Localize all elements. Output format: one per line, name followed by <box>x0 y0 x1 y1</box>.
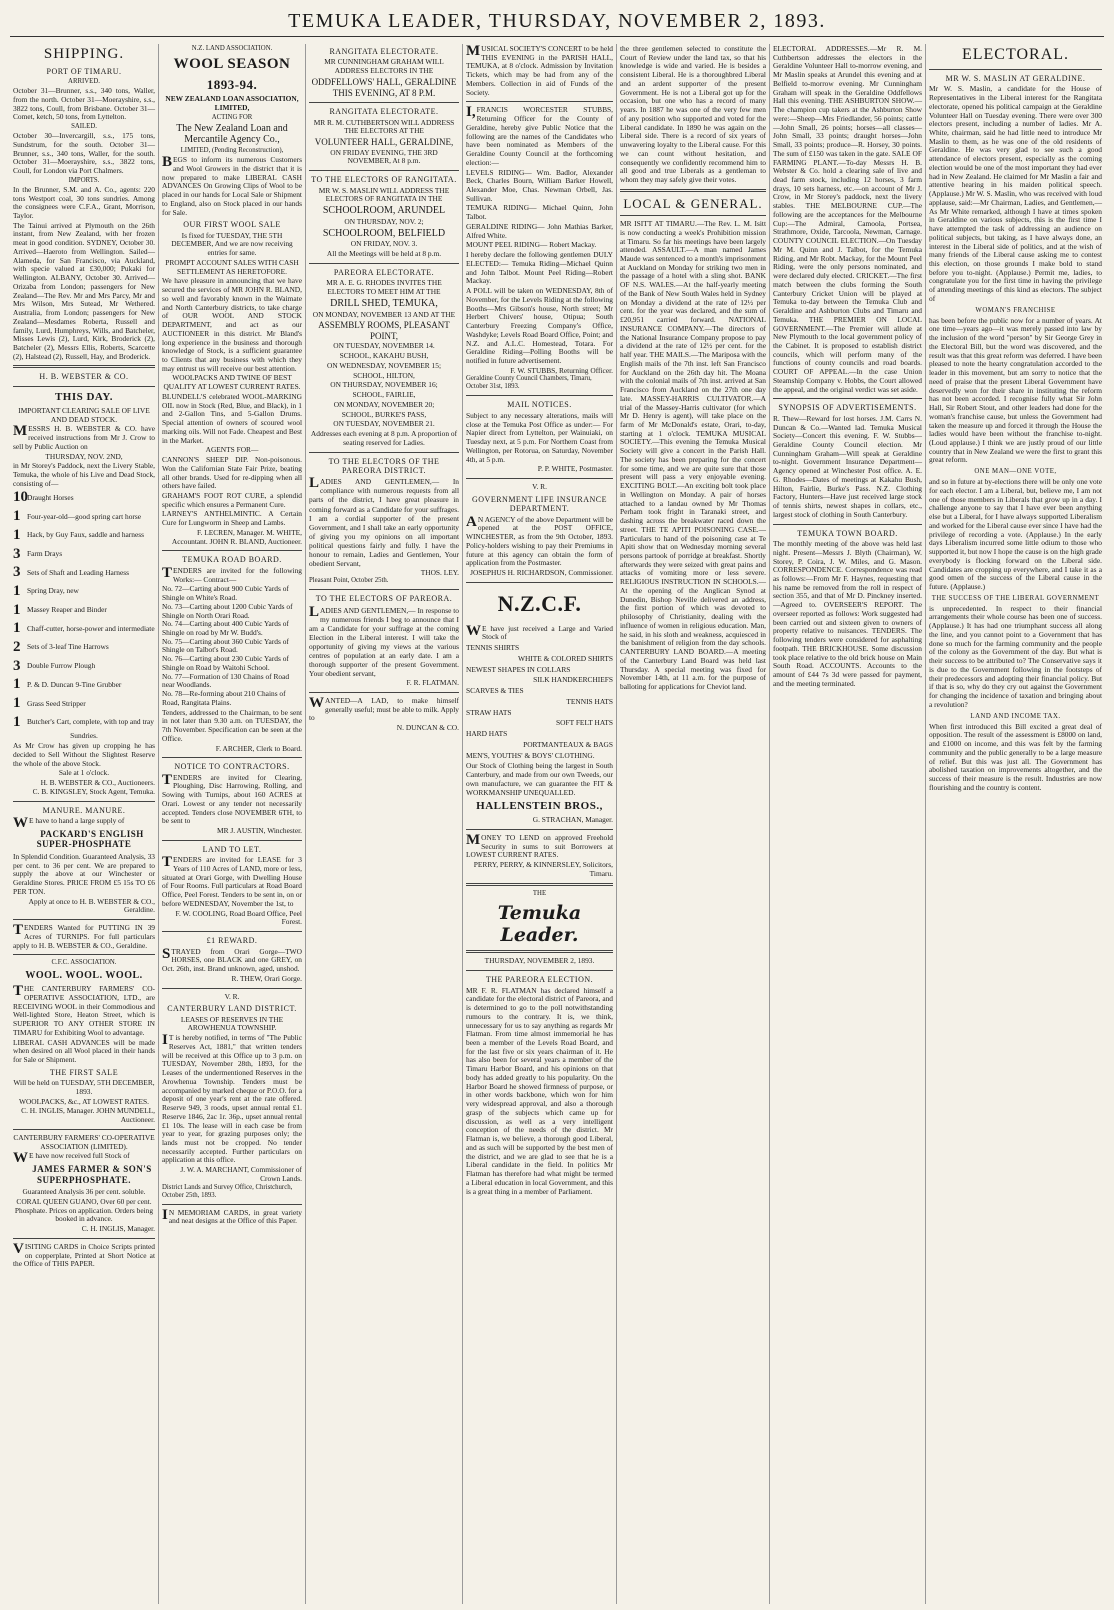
sale-time: Sale at 1 o'clock. <box>58 768 110 778</box>
town-board-heading: TEMUKA TOWN BOARD. <box>797 528 898 538</box>
contractors-text: TENDERS are invited for Clearing, Ploughing, Disc Harrowing, Rolling, and Sowing with Turnips, about 160 ACRES at Orari. Lowest or any tender not necessarily accepted. Tenders close NOVEMBER 6TH, to be sent to <box>162 771 302 826</box>
arundel-date: ON THURSDAY, NOV. 2; <box>344 216 424 226</box>
this-day-heading: THIS DAY. <box>54 390 114 403</box>
cfc2-heading: CANTERBURY FARMERS' CO-OPERATIVE ASSOCIATION (LIMITED). <box>13 1132 155 1151</box>
stock-description: Double Furrow Plough <box>27 661 96 671</box>
wool-season-heading: WOOL SEASON <box>173 56 291 73</box>
meeting-item: SCHOOL, KAKAHU BUSH, <box>339 351 429 361</box>
duncan-signature: N. DUNCAN & CO. <box>396 723 459 733</box>
electoral-heading: ELECTORAL. <box>961 46 1070 63</box>
stock-quantity: 1 <box>13 601 21 618</box>
to-pareora-2: TO THE ELECTORS OF PAREORA. <box>315 594 453 604</box>
synopsis-heading: SYNOPSIS OF ADVERTISEMENTS. <box>778 403 917 413</box>
land-district-heading: CANTERBURY LAND DISTRICT. <box>167 1004 297 1014</box>
thew-signature: R. THEW, Orari Gorge. <box>231 973 302 983</box>
contract-item: No. 77—Formation of 130 Chains of Road near Woodlands. <box>162 671 290 690</box>
arrived-heading: ARRIVED. <box>68 78 100 86</box>
divider <box>309 102 459 103</box>
divider <box>466 101 613 102</box>
stock-item <box>13 714 155 732</box>
meeting-item: ON WEDNESDAY, NOVEMBER 15; <box>326 360 441 370</box>
divider <box>466 478 613 479</box>
masthead-rule <box>10 36 1104 37</box>
divider <box>13 386 155 387</box>
divider <box>309 452 459 453</box>
maslin-note: All the Meetings will be held at 8 p.m. <box>326 249 442 259</box>
perry-signature: PERRY, PERRY, & KINNERSLEY, Solicitors, Timaru. <box>473 860 613 878</box>
stock-item <box>13 546 155 564</box>
stock-item <box>13 658 155 676</box>
wool-heading: WOOL. WOOL. WOOL. <box>25 970 143 982</box>
meeting-item: ON TUESDAY, NOVEMBER 14. <box>333 341 435 351</box>
column-electoral <box>925 44 1105 1604</box>
vr-mark: V. R. <box>532 482 547 492</box>
coral-guano: CORAL QUEEN GUANO, Over 60 per cent. Phosphate. Prices on application. Orders being booked in advance. <box>14 1196 154 1224</box>
declare-text: I hereby declare the following gentlemen DULY ELECTED:— Temuka Riding—Michael Quinn and John Talbot. Mount Peel Riding—Robert Mackay. <box>466 250 613 286</box>
lecren-signature: F. LECREN, Manager. M. WHITE, Accountant. JOHN R. BLAND, Auctioneer. <box>171 527 302 546</box>
stubbs-place: Geraldine County Council Chambers, Timaru, October 31st, 1893. <box>466 375 592 391</box>
stock-quantity: 1 <box>13 713 21 730</box>
first-wool-sale: OUR FIRST WOOL SALE <box>183 220 281 230</box>
divider <box>13 919 155 920</box>
cuthbertson-date: ON FRIDAY EVENING, THE 3RD NOVEMBER, At 8 p.m. <box>330 147 438 166</box>
graham-hall: ODDFELLOWS' HALL, GERALDINE THIS EVENING, AT 8 P.M. <box>311 76 457 98</box>
company-name: NEW ZEALAND LOAN ASSOCIATION, LIMITED, <box>165 94 299 112</box>
limited-note: LIMITED, (Pending Reconstruction), <box>180 147 284 155</box>
stock-quantity: 2 <box>13 638 21 655</box>
pleasure-text: We have pleasure in announcing that we have secured the services of MR JOHN R. BLAND, so well and favorably known in the Waimate and North Canterbury districts, to take charge of OUR WOOL AND STOCK DEPARTMENT, and act as our AUCTIONEER in this district. Mr Bland's long experience in the business and thorough knowledge of Stock, is a sufficient guarantee to Clients that any business with which they may entrust us will receive our best attention. <box>162 276 302 373</box>
divider <box>466 829 613 830</box>
divider <box>162 840 302 841</box>
life-insurance-heading: GOVERNMENT LIFE INSURANCE DEPARTMENT. <box>471 494 608 514</box>
divider <box>162 550 302 551</box>
stock-quantity: 3 <box>13 545 21 562</box>
stock-item <box>13 620 155 638</box>
woolpacks-twine: WOOLPACKS AND TWINE OF BEST QUALITY AT LOWEST CURRENT RATES. <box>163 373 301 392</box>
prompt-account: PROMPT ACCOUNT SALES WITH CASH SETTLEMENT AS HERETOFORE. <box>165 257 299 276</box>
nzcf-item: PORTMANTEAUX & BAGS <box>523 739 613 749</box>
divider <box>466 950 613 953</box>
belfield-venue: SCHOOLROOM, BELFIELD <box>322 227 446 239</box>
contractors-heading: NOTICE TO CONTRACTORS. <box>174 762 290 772</box>
divider <box>13 365 155 368</box>
vr-mark: V. R. <box>224 991 240 1001</box>
reward-heading: £1 REWARD. <box>206 936 258 946</box>
assoc-heading: N.Z. LAND ASSOCIATION. <box>191 45 273 52</box>
stock-quantity: 1 <box>13 526 21 543</box>
marchant-signature: J. W. A. MARCHANT, Commissioner of Crown Lands. <box>180 1165 302 1183</box>
belfield-date: ON FRIDAY, NOV. 3. <box>350 239 418 249</box>
divider <box>13 954 155 955</box>
column-shipping <box>10 44 158 1604</box>
auctioneers: H. B. WEBSTER & CO., Auctioneers. <box>40 778 155 788</box>
agent-heading: H. B. WEBSTER & CO. <box>39 372 129 382</box>
stock-description: Draught Horses <box>27 492 74 502</box>
imports-heading: IMPORTS. <box>68 176 100 184</box>
geraldine-riding: GERALDINE RIDING— John Mathias Barker, Alfred White. <box>466 221 613 240</box>
nzcf-item: SILK HANDKERCHIEFS <box>533 675 613 685</box>
editorial-continued: the three gentlemen selected to constitute the Court of Review under the land tax, so that his knowledge is wide and varied. He is besides a consistent Liberal. He is a thoroughbred Liberal and an ardent supporter of the present Government. He is not a Liberal got up for the occasion, but one who has a record of many years. In 1887 he was one of the very few men of any position who supported and voted for the Liberal candidate. In 1890 he was again on the Liberal side. There is a record of six years of unwavering loyalty to the Liberal cause. For this we can count without hesitation, and consequently we confidently recommend him to all good and true Liberals as a gentleman to whom they may safely give their votes. <box>620 44 766 185</box>
sailed-heading: SAILED. <box>71 123 97 131</box>
stock-quantity: 1 <box>13 582 21 599</box>
divider <box>13 1238 155 1239</box>
sundries: Sundries. <box>70 731 98 741</box>
stock-item <box>13 564 155 582</box>
stock-description: Chaff-cutter, horse-power and intermediate <box>27 623 155 633</box>
meeting-item: SCHOOL, FAIRLIE, <box>352 390 416 400</box>
money-to-lend-ad: MONEY TO LEND on approved Freehold Security in sums to suit Borrowers at LOWEST CURRENT RATES. <box>466 831 613 860</box>
nzcf-note: Our Stock of Clothing being the largest in South Canterbury, and made from our own Tweeds, our own manufacture, we can guarantee the FIT & WORKMANSHIP UNEQUALLED. <box>466 761 613 797</box>
farmer-product: JAMES FARMER & SON'S SUPERPHOSPHATE. <box>32 1164 152 1185</box>
divider <box>13 801 155 802</box>
visiting-cards-ad: VISITING CARDS in Choice Scripts printed on copperplate, Printed at Short Notice at the Office of THIS PAPER. <box>13 1240 155 1269</box>
contracts-list <box>162 585 302 707</box>
drill-shed-venue: DRILL SHED, TEMUKA, <box>330 297 438 309</box>
stock-item <box>13 527 155 545</box>
column-local-general <box>616 44 769 1604</box>
divider <box>162 1204 302 1205</box>
stock-item <box>13 602 155 620</box>
archer-signature: F. ARCHER, Clerk to Board. <box>215 743 302 753</box>
hallenstein-name: HALLENSTEIN BROS., <box>476 800 603 813</box>
stock-description: Farm Drays <box>27 549 63 559</box>
arrived-list: October 31—Brunner, s.s., 340 tons, Waller, from the north. October 31—Moerayshire, s.s., 3822 tons, Coull, from Brisbane. October 31—Comet, ketch, 50 tons, from Lyttelton. <box>13 86 155 122</box>
stock-item <box>13 639 155 657</box>
farmer-intro: WE have now received full Stock of <box>13 1150 130 1167</box>
sale-place: in Mr Storey's Paddock, next the Livery Stable, Temuka, the whole of his Live and Dead Stock, consisting of— <box>13 461 155 488</box>
synopsis-text: R. Thew—Reward for lost horses. J.M. Carrs N. Duncan & Co.—Wanted lad. Temuka Musical Society—Concert this evening. F. W. Stubbs—Geraldine County Council election. Mr Cunningham Graham—Will speak at Geraldine to-night. Government Insurance Department—Agency opened at Winchester Post office. A. E. G. Rhodes—Dates of meetings at Kakahu Bush, Hilton, Fairlie, Burke's Pass. N.Z. Clothing Factory, Hunters—Have just received large stock of tennis shirts, newest shapes in collars, etc., largest stock of clothing in South Canterbury. <box>773 413 922 519</box>
meeting-item: ON THURSDAY, NOVEMBER 16; <box>330 380 438 390</box>
manure-heading: MANURE. MANURE. <box>42 805 126 815</box>
white-signature: P. P. WHITE, Postmaster. <box>537 464 613 474</box>
strachan-signature: G. STRACHAN, Manager. <box>532 815 613 825</box>
reward-text: STRAYED from Orari Gorge—TWO HORSES, one BLACK and one GREY, on Oct. 26th, inst. Brand unknown, aged, unshod. <box>162 945 302 974</box>
pareora-heading: PAREORA ELECTORATE. <box>333 267 435 277</box>
stock-item <box>13 508 155 526</box>
nzcf-items-list <box>466 644 613 760</box>
begs-text: BEGS to inform its numerous Customers and Wool Growers in the district that it is now prepared to make LIBERAL CASH ADVANCES On Growing Clips of Wool to be placed in our hands for Local Sale or Shipment to England, also on Stock placed in our hands for Sale. <box>162 154 302 217</box>
wool-advances: LIBERAL CASH ADVANCES will be made when desired on all Wool placed in their hands for Sale or Shipment. <box>13 1037 155 1064</box>
imports-text: In the Brunner, S.M. and A. Co., agents: 220 tons Westport coal, 30 tons sundries. Among the consignees were C.F.A., Grant, Morrison, Taylor. <box>13 184 155 220</box>
road-board-heading: TEMUKA ROAD BOARD. <box>182 555 282 565</box>
rangitata-heading: RANGITATA ELECTORATE. <box>329 47 439 56</box>
sale-intro: MESSRS H. B. WEBSTER & CO. have received instructions from Mr J. Crow to sell by Public Auction on <box>13 423 155 451</box>
nzl-agency: The New Zealand Loan and Mercantile Agency Co., <box>176 122 288 146</box>
column-land-association <box>158 44 305 1604</box>
stock-description: Spring Dray, new <box>27 586 79 596</box>
meeting-item: ON TUESDAY, NOVEMBER 21. <box>333 419 435 429</box>
road-board-note: Tenders, addressed to the Chairman, to be sent in not later than 9.30 a.m. on TUESDAY, the 7th November. Specification can be seen at the Office. <box>162 707 302 743</box>
land-tax-heading: LAND AND INCOME TAX. <box>970 712 1061 720</box>
divider <box>309 692 459 693</box>
first-sale-text: Will be held on TUESDAY, 5TH DECEMBER, 1893. <box>13 1078 155 1096</box>
ley-signature: THOS. LEY. <box>420 567 459 577</box>
arundel-venue: SCHOOLROOM, ARUNDEL <box>322 205 446 217</box>
farmer-text: Guaranteed Analysis 36 per cent. soluble. <box>22 1187 146 1197</box>
first-sale-heading: THE FIRST SALE <box>49 1067 119 1077</box>
meetings-list <box>309 342 459 429</box>
contract-item: No. 75—Carting about 360 Cubic Yards of Shingle on Talbot's Road. <box>162 636 289 655</box>
divider <box>773 524 922 525</box>
divider <box>309 263 459 264</box>
life-insurance-text: AN AGENCY of the above Department will be opened at the POST OFFICE, WINCHESTER, as from the 9th October, 1893. Policy-holders wishing to pay their Premiums in future at this agency can obtain the form of application from the Postmaster. <box>466 513 613 568</box>
manure-intro: WE have to hand a large supply of <box>13 815 125 831</box>
pareora-election-text: MR F. R. FLATMAN has declared himself a candidate for the electoral district of Pareora, and is determined to go to the poll notwithstanding rumours to the contrary. It is, we think, unnecessary for us to say anything as regards Mr Flatman. From time almost immemorial he has been a member of the Levels Road Board, and for the last five or six years chairman of it. He has also been for several years a member of the Timaru Harbor Board, and his opinions on that body has added greatly to his popularity. On the Harbor Board he showed firmness of purpose, or in other words backbone, which won for him very widespread approval, and also a thorough grasp of the subjects which came up for discussion, as well as a very intelligent conception of the needs of the district. Mr Flatman is, we believe, a thorough good Liberal, and as such will be supported by the best men of the district, and we are glad to see that he is a Liberal candidate in the field. In politics Mr Flatman has therefore had what might be termed a Liberal education in local Government, and this is a great thing in a member of Parliament. <box>466 985 613 1196</box>
divider <box>620 215 766 216</box>
divider <box>929 69 1102 70</box>
larney-anthelmintic: LARNEY'S ANTHELMINTIC. A Certain Cure for Lungworm in Sheep and Lambs. <box>162 509 302 528</box>
flatman-signature: F. R. FLATMAN. <box>406 678 459 688</box>
nzcf-item: HARD HATS <box>466 729 508 739</box>
stock-description: Sets of Shaft and Leading Harness <box>27 567 130 577</box>
nzcf-heading: N.Z.C.F. <box>497 590 582 616</box>
stubbs-notice: I,FRANCIS WORCESTER STUBBS, Returning Officer for the County of Geraldine, hereby give Public Notice that the following are the names of the Candidates who have been nominated as Members of the Geraldine County Council at the forthcoming election:— <box>466 104 613 167</box>
nzcf-item: STRAW HATS <box>466 707 512 717</box>
graham-foot-rot: GRAHAM'S FOOT ROT CURE, a splendid specific which ensures a Permanent Cure. <box>162 491 302 509</box>
stock-quantity: 1 <box>13 620 21 637</box>
masthead <box>0 0 1114 40</box>
stock-quantity: 1 <box>13 508 21 525</box>
divider <box>773 398 922 399</box>
news-text: ELECTORAL ADDRESSES.—Mr R. M. Cuthbertson addresses the electors in the Geraldine Volunteer Hall to-morrow evening, and Mr Maslin speaks at Arundel this evening and at Belfield to-morrow evening. Mr Cunningham Graham will speak in the Geraldine Oddfellows Hall this evening. THE ASHBURTON SHOW.—The champion cup takers at the Ashburton Show were:—Sheep—Mrs Friedlander, 56 points; cattle—John Small, 26 points; horses—all classes—John Small, 33 points; draught horses—John Small, 33 points; produce—R. Horsey, 30 points. The sum of £150 was taken in the gate. SALE OF FARMING PLANT.—To-day Messrs H. B. Webster & Co. hold a clearing sale of live and dead farm stock, including 12 horses, 3 farm drays, 10 sets harness, etc.—on account of Mr J. Crow, in Mr Storey's paddock, next the livery stables. THE MELBOURNE CUP.—The following are the acceptances for the Melbourne Cup:—The Admiral, Camoola, Portsea, Strathmore, Oxide, Tarcoola, Newman, Carnage. COUNTY COUNCIL ELECTION.—On Tuesday Mr M. Quinn and J. Talbot, for the Temuka Riding, and Mr Robt. Mackay, for the Mount Peel Riding, were the only persons nominated, and were declared duly elected. CRICKET.—The first match between the clubs forming the South Canterbury Cricket Union will be played at Temuka to-day between the Temuka Club and Geraldine and Ashburton Clubs and Timaru and Temuka. THE PREMIER ON LOCAL GOVERNMENT.—The Premier will allude at New Plymouth to the local government policy of the Cabinet. It is proposed to establish district councils, which will perform many of the functions of county councils and road boards. COURT OF APPEAL.—In the case Union Steamship Company v. Hobbs, the Court allowed the appeal, and the original verdict was set aside. <box>773 44 922 394</box>
blundell-text: BLUNDELL'S celebrated WOOL-MARKING OIL now in Stock (Red, Blue, and Black), in 1 and 2-Gallon Tins, and 5-Gallon Drums. Special attention of owners of scoured wool marking oils. Will not Fade. Cheapest and Best in the Market. <box>162 391 302 445</box>
issue-date: THURSDAY, NOVEMBER 2, 1893. <box>484 956 595 966</box>
stock-list <box>13 489 155 731</box>
contract-item: No. 72—Carting about 900 Cubic Yards of Shingle on White's Road. <box>162 584 289 603</box>
meeting-item: SCHOOL, HILTON, <box>353 370 415 380</box>
stock-agent: C. B. KINGSLEY, Stock Agent, Temuka. <box>32 786 155 796</box>
mail-notices-heading: MAIL NOTICES. <box>507 400 572 410</box>
divider <box>162 931 302 932</box>
leases-text: IT is hereby notified, in terms of "The Public Reserves Act, 1881," that written tenders will be received at this Office up to 3 p.m. on TUESDAY, November 28th, 1893, for the Leases of the undermentioned Reserves in the Arowhenua Township. Tenders must be accompanied by marked cheque or P.O.O. for a deposit of one year's rent at the rate offered. Reserve 949, 3 roods, upset annual rental £1. Reserve 1846, 2ac 1r. 36p., upset annual rental £1 10s. The lease will in each case be from year to year, for grazing purposes only; the lands must not be cropped. No tender necessarily accepted. Further particulars on application at this office. <box>162 1032 302 1165</box>
mail-notices-text: Subject to any necessary alterations, mails will close at the Temuka Post Office as under:— For Napier direct from Lyttelton, per Wainuiaki, on Tuesday next, at 5 p.m. For Northern Coast from Wellington, per Rotorua, on Saturday, November 4th, at 5 p.m. <box>466 410 613 464</box>
nzcf-item: SOFT FELT HATS <box>556 718 613 728</box>
success-heading: THE SUCCESS OF THE LIBERAL GOVERNMENT <box>931 594 1100 602</box>
pareora-election-heading: THE PAREORA ELECTION. <box>485 975 594 985</box>
rhodes-notice: MR A. E. G. RHODES INVITES THE ELECTORS TO MEET HIM AT THE <box>326 278 442 296</box>
stock-description: Hack, by Guy Faux, saddle and harness <box>27 530 144 540</box>
cfc-heading: C.F.C. ASSOCIATION. <box>51 959 117 967</box>
paper-nameplate: Temuka Leader. <box>497 901 582 947</box>
local-general-text: MR ISITT AT TIMARU.—The Rev. L. M. Isitt is now conducting a week's Prohibition mission at Timaru. So far his meetings have been largely attended. ASSAULT.—A man named James Maude was sentenced to a month's imprisonment at Auckland on Monday for striking two men in the passage of a hotel with a sling shot. BANK OF N.S. WALES.—At the half-yearly meeting of the Bank of New South Wales held in Sydney on Monday a dividend at the rate of 12½ per cent. for the year was declared, and the sum of £20,951 carried forward. NATIONAL INSURANCE COMPANY.—The directors of the National Insurance Company propose to pay a dividend at the rate of 12½ per cent. for the half year. THE MAILS.—The Mariposa with the English mails of the 7th inst. left San Francisco for Auckland on the 26th day hit. The Moana with the colonial mails of 7th inst. arrived at San Francisco from Auckland on the 27th one day late. MASSEY-HARRIS CULTIVATOR.—A trial of the Massey-Harris cultivator (for which Mr D. Henry is agent), will take place on the farm of Mr McDonald's estate, Orari, to-day, starting at 1 o'clock. TEMUKA MUSICAL SOCIETY.—This evening the Temuka Musical Society will give a concert in the Parish Hall. The society has been preparing for the concert for some time, and we are quite sure that those present will pass a very enjoyable evening. EXCITING BOLT.—An exciting bolt took place in Wellington on Monday. A pair of horses attached to a landau owned by Mr Thomas Perham took fright in Taranaki street, and dashing across the breakwater raced down the street. THE TE APITI POISONING CASE.—Particulars to hand of the poisoning case at Te Apiti show that on Wednesday morning several persons partook of porridge at breakfast. Shortly afterwards they were seized with great pains and attacks of vomiting more or less severe. RELIGIOUS INSTRUCTION IN SCHOOLS.—At the opening of the Anglican Synod at Dunedin, Bishop Neville delivered an address, the first portion of which was devoted to philosophy of Christianity, dealing with the influence of women in religious education. Man, he said, in his sloth and weakness, acquiesced in the banishment of religion from the day schools. CANTERBURY LAND BOARD.—A meeting of the Canterbury Land Board was held last Thursday. A special meeting was fixed for November 14th, at 11 a.m. for the purpose of balloting for applications for Cheviot land. <box>620 219 766 691</box>
nzcf-intro: WE have just received a Large and Varied Stock of <box>466 622 613 642</box>
drill-shed-date: ON MONDAY, NOVEMBER 13 AND AT THE <box>312 309 456 319</box>
town-board-text: The monthly meeting of the above was held last night. Present—Messrs J. Blyth (Chairman), W. Storey, P. Coira, J. W. Miles, and G. Mason. CORRESPONDENCE. Correspondence was read as follows:—From Mr F. Haynes, requesting that his name be removed from the roll in respect of section 355, and that of Mr D. Pinckney inserted.—Agreed to. OVERSEER'S REPORT. The overseer reported as follows: Work suggested had been carried out and sixteen given to owners of property relative to nuisances. TENDERS. The following tenders were considered for asphalting footpath. THE BRICKHOUSE. Some discussion took place relative to the old brick house on Main South Road. ACCOUNTS. Accounts to the amount of £44 7s 3d were passed for payment, and the meeting terminated. <box>773 539 922 688</box>
divider <box>309 589 459 590</box>
stock-quantity: 3 <box>13 657 21 674</box>
meeting-item: ON MONDAY, NOVEMBER 20; <box>333 399 435 409</box>
nzcf-item: SCARVES & TIES <box>466 686 524 696</box>
first-wool-sale-text: Is fixed for TUESDAY, THE 5TH DECEMBER, And we are now receiving entries for same. <box>171 230 293 258</box>
stock-description: P. & D. Duncan 9-Tine Grubber <box>27 679 122 689</box>
nzcf-item: NEWEST SHAPES IN COLLARS <box>466 664 571 674</box>
stock-quantity: 10 <box>13 489 28 506</box>
column-notices <box>462 44 616 1604</box>
sale-date: THURSDAY, NOV. 2ND, <box>45 451 123 461</box>
one-man-one-vote-heading: ONE MAN—ONE VOTE, <box>974 468 1057 476</box>
land-to-let-heading: LAND TO LET. <box>202 844 262 854</box>
divider <box>466 970 613 971</box>
stock-description: Sets of 3-leaf Tine Harrows <box>27 642 109 652</box>
column-electorates <box>305 44 462 1604</box>
sailed-list: October 30—Invercargill, s.s., 175 tons, Sundstrum, for the south. October 31—Brunner, s.s., 340 tons, Waller, for the south. October 31—Moerayshire, s.s., 3822 tons, Coull, for London via Port Chalmers. <box>13 131 155 176</box>
sale-note: As Mr Crow has given up cropping he has decided to Sell Without the Slightest Reserve the whole of the above Stock. <box>13 741 155 768</box>
maslin-notice: MR W. S. MASLIN WILL ADDRESS THE ELECTORS OF RANGITATA IN THE <box>318 185 450 204</box>
to-rangitata: TO THE ELECTORS OF RANGITATA. <box>311 175 457 185</box>
austin-signature: MR J. AUSTIN, Winchester. <box>217 826 302 836</box>
rangitata-heading-2: RANGITATA ELECTORATE. <box>329 107 439 117</box>
stock-item <box>13 695 155 713</box>
contract-item: No. 78—Re-forming about 210 Chains of Road, Rangitata Plains. <box>162 689 286 707</box>
cuthbertson-notice: MR R. M. CUTHBERTSON WILL ADDRESS THE ELECTORS AT THE <box>313 117 455 136</box>
electoral-text-5: When first introduced this Bill excited a great deal of opposition. The result of the assessment is £8000 on land, and £1000 on income, and this was felt by the farming community and the public generally to be a large measure of relief. But this was just all. The Government has abolished taxation on improvements altogether, and the success of their measure is the result. Industries are now flourishing and the country is content. <box>929 721 1102 792</box>
wool-season-year: 1893-94. <box>206 76 258 92</box>
divider <box>466 883 613 886</box>
mount-peel-riding: MOUNT PEEL RIDING— Robert Mackay. <box>466 240 597 250</box>
leases-heading: LEASES OF RESERVES IN THE AROWHENUA TOWNSHIP. <box>180 1014 284 1033</box>
stubbs-signature: F. W. STUBBS, Returning Officer. <box>510 365 613 375</box>
stock-description: Butcher's Cart, complete, with top and tray <box>27 717 154 727</box>
acting-for: ACTING FOR <box>211 113 253 121</box>
divider <box>162 757 302 758</box>
stock-item <box>13 583 155 601</box>
cooling-signature: F. W. COOLING, Road Board Office, Peel Forest. <box>175 908 302 927</box>
cuthbertson-hall: VOLUNTEER HALL, GERALDINE, <box>314 137 454 148</box>
local-general-heading: LOCAL & GENERAL. <box>623 195 763 211</box>
section-heading-shipping: SHIPPING. <box>43 46 125 62</box>
agents-for: AGENTS FOR— <box>205 445 259 455</box>
nzcf-item: WHITE & COLORED SHIRTS <box>517 653 613 663</box>
to-pareora: TO THE ELECTORS OF THE PAREORA DISTRICT. <box>328 456 440 475</box>
divider <box>466 395 613 396</box>
levels-riding: LEVELS RIDING— Wm. Badlor, Alexander Beck, Charles Bourn, William Barker Howell, Alexander Moe, Chas. Newman Orbell, Jas. Sullivan. <box>466 167 613 203</box>
divider <box>620 189 766 192</box>
maslin-subheading: MR W. S. MASLIN AT GERALDINE. <box>945 73 1086 83</box>
inglis-signature-2: C. H. INGLIS, Manager. <box>81 1224 155 1234</box>
poll-text: A POLL will be taken on WEDNESDAY, 8th of November, for the Levels Riding at the following Booths—Mrs Gibson's house, North street; Mr Herbert Chivers' house, Otipua; South Canterbury Freezing Company's Office, Washdyke; Levels Road Board Office, Point; and N.Z. and A.L.C. Homestead, Totara. For Geraldine Riding—Polling Booths will be notified in future advertisement. <box>466 286 613 365</box>
electoral-text-3: and so in future at by-elections there will be only one vote for each elector. I am a Liberal, but, believe me, I am not one of those members in Liberals that grow up in a day. I challenge anyone to say that I have ever been anything else but a Liberal, for I have always supported Liberalism and worked for the Liberal cause ever since I have had the privilege of recording a vote. (Applause.) In the early days Liberalism incurred some little odium to those who supported it, but now I hope the cause is on the high grade everybody is flocking forward on the Liberal side. Candidates are cropping up everywhere, and I take it as a good omen of the success of the Liberal cause in the future. (Applause.) <box>929 477 1102 591</box>
road-board-intro: TENDERS are invited for the following Works:— Contract— <box>162 564 302 584</box>
manure-product: PACKARD'S ENGLISH SUPER-PHOSPHATE <box>36 828 144 850</box>
musical-society-ad: MUSICAL SOCIETY'S CONCERT to be held THIS EVENING in the PARISH HALL, TEMUKA, at 8 o'clock. Admission by Invitation Tickets, which may be had from any of the Members. Collection in aid of Funds of the Society. <box>466 44 613 97</box>
graham-notice: MR CUNNINGHAM GRAHAM WILL ADDRESS ELECTORS IN THE <box>324 57 444 76</box>
marchant-place: District Lands and Survey Office, Christchurch, October 25th, 1893. <box>162 1183 293 1199</box>
ley-place: Pleasant Point, October 25th. <box>309 577 389 585</box>
nzcf-item: TENNIS HATS <box>566 696 613 706</box>
temuka-riding: TEMUKA RIDING— Michael Quinn, John Talbot. <box>466 203 613 222</box>
inglis-signature: C. H. INGLIS, Manager. JOHN MUNDELL, Auctioneer. <box>21 1106 155 1125</box>
electoral-text-1: Mr W. S. Maslin, a candidate for the House of Representatives in the Liberal interest for the Rangitata electorate, opened his political campaign at the Geraldine Volunteer Hall on Tuesday evening. There were over 300 electors present, including a number of ladies. Mr A. White, chairman, said he had little need to introduce Mr Maslin to them, as he was one of the old residents of Geraldine. He was very glad to see such a good attendance of electors present, especially as the coming election would be one of the most important they had ever had in New Zealand. He claimed for Mr Maslin a fair and attentive hearing in his maiden political speech. (Applause.) Mr W. S. Maslin, who was received with loud applause, said:—Mr Chairman, Ladies, and Gentlemen,—As Mr White remarked, although I have at times spoken in Geraldine on various subjects, this is the first time I have attempted the task of addressing an audience on political subjects, but taking, as I have always done, an interest in the Liberal side of politics, and at the wish of many friends of the Liberal cause asking me to contest this election, on those grounds I make bold to stand before you to-night. (Applause.) Permit me, ladies, to congratulate you for the first time in having the privilege of attending meetings of this kind as electors. The subject of <box>929 84 1102 303</box>
divider <box>162 988 302 989</box>
stock-quantity: 1 <box>13 676 21 693</box>
stock-description: Grass Seed Stripper <box>27 698 86 708</box>
electoral-text-4: is unprecedented. In respect to their financial arrangements their whole course has been one of success. (Applause.) It has had one triumphant success all along the line, and you cannot point to a Government that has done so much for the farming community and the people of the colony as the Government of the day. But what is their success to be attributed to? The Conservative says it is due to the Government following in the footsteps of their predecessors and adopting their financial policy. But if that is so, why do they cry out against the Government for changing the incidence of taxation and bringing about a revolution? <box>929 603 1102 709</box>
stock-quantity: 1 <box>13 695 21 712</box>
memoriam-cards-ad: IN MEMORIAM CARDS, in great variety and neat designs at the Office of this Paper. <box>162 1206 302 1226</box>
stock-description: Four-year-old—good spring cart horse <box>27 511 142 521</box>
land-to-let-text: TENDERS are invited for LEASE for 3 Years of 110 Acres of LAND, more or less, situated at Orari Gorge, with Dwelling House of Four Rooms. Full particulars at Road Board Office, Peel Forest. Tenders to be sent in, on or before WEDNESDAY, November the 1st, to <box>162 854 302 908</box>
wanted-lad-ad: WANTED—A LAD, to make himself generally useful; must be able to milk. Apply to <box>309 694 459 723</box>
assembly-rooms-venue: ASSEMBLY ROOMS, PLEASANT POINT, <box>318 320 450 341</box>
manure-apply: Apply at once to H. B. WEBSTER & CO., Geraldine. <box>28 896 155 915</box>
woolpacks: WOOLPACKS, &c., AT LOWEST RATES. <box>18 1096 150 1106</box>
turnips-ad: TENDERS Wanted for PUTTING IN 39 Acres of TURNIPS. For full particulars apply to H. B. WEBSTER & CO., Geraldine. <box>13 922 155 950</box>
meeting-item: SCHOOL, BURKE'S PASS, <box>341 409 427 419</box>
contract-item: No. 73—Carting about 1200 Cubic Yards of Shingle on North Orari Road. <box>162 601 293 620</box>
divider <box>309 170 459 171</box>
contract-item: No. 74—Carting about 400 Cubic Yards of Shingle on road by Mr W. Budd's. <box>162 619 289 637</box>
divider <box>466 582 613 583</box>
womans-franchise-heading: WOMAN'S FRANCHISE <box>975 306 1056 314</box>
electoral-text-2: has been before the public now for a number of years. At one time—years ago—it was merely passed into law by the inclusion of the word "person" by Sir George Grey in the Electoral Bill, but the word was discovered, and the result was that this great reform was deferred. I have been pleased to note the hearty congratulation accorded to the leader in this movement, but am sorry to notice that the need of praise that the present Liberal Government have deservedly won for their share in instituting the reform has not been accorded. I recognise fully what Sir John Hall, Sir Robert Stout, and other leaders had done for the woman's franchise cause, but unless the Government had taken the measure up and forced it through the House the ladies would have been without the franchise to-night. (Loud applause.) I think we are justly proud of our little country that in New Zealand we were the first to grant this great reform. <box>929 315 1103 465</box>
stock-quantity: 3 <box>13 564 21 581</box>
column-news <box>769 44 925 1604</box>
clearing-sale-heading: IMPORTANT CLEARING SALE OF LIVE AND DEAD STOCK. <box>18 405 150 424</box>
cannon-sheep-dip: CANNON'S SHEEP DIP. Non-poisonous. Won the Californian State Fair Prize, beating all other brands. Used for re-dipping when all others have failed. <box>162 455 302 491</box>
nzcf-item: TENNIS SHIRTS <box>466 643 520 653</box>
nzcf-item: MEN'S, YOUTHS' & BOYS' CLOTHING. <box>466 750 595 760</box>
paper-the: THE <box>532 889 547 897</box>
ley-letter: LADIES AND GENTLEMEN,— In compliance with numerous requests from all parts of the district, I have great pleasure in coming forward as a Candidate for your suffrages. I am a cordial supporter of the present Government, and I shall take an early opportunity of giving you my opinions on all important political questions fairly and fully. I have the honour to remain, Ladies and Gentlemen, Your obedient Servant, <box>309 475 459 568</box>
flatman-letter: LADIES AND GENTLEMEN,— In response to my numerous friends I beg to announce that I am a Candidate for your suffrage at the coming Election in the Liberal interest. I will take the opportunity of giving my views at the various centres of population at an early date. I am a thorough supporter of the present Government. Your obedient servant, <box>309 603 459 679</box>
port-heading: PORT OF TIMARU. <box>46 66 122 76</box>
rhodes-note: Addresses each evening at 8 p.m. A proportion of seating reserved for Ladies. <box>310 429 458 447</box>
contract-item: No. 76—Carting about 230 Cubic Yards of Shingle on Road by Waitohi School. <box>162 654 289 672</box>
masthead-title: TEMUKA LEADER, THURSDAY, NOVEMBER 2, 1893. <box>288 10 826 32</box>
stock-item <box>13 676 155 694</box>
manure-text: In Splendid Condition. Guaranteed Analysis, 33 per cent. to 36 per cent. We are prepared to supply the above at our Winchester or Geraldine Stores. PRICE FROM £5 15s TO £6 PER TON. <box>13 851 155 896</box>
divider <box>13 1129 155 1130</box>
stock-item <box>13 489 155 507</box>
wool-text: THE CANTERBURY FARMERS' CO-OPERATIVE ASSOCIATION, LTD., are RECEIVING WOOL in their Commodious and Well-lighted Store, Heaton Street, which is SUPERIOR TO ANY OTHER STORE IN TIMARU for Exhibiting Wool to advantage. <box>13 983 155 1037</box>
shipping-telegrams: The Tainui arrived at Plymouth on the 26th instant, from New Zealand, with her frozen meat in good condition. SYDNEY, October 30. Arrived—Haeroto from Wellington. Sailed—Alameda, for San Francisco, via Auckland, with specie valued at £30,000; Pukaki for Wellington. ALBANY, October 30. Arrived—Orizaba from London; passengers for New Zealand—The Rev. Mr and Mrs Parcy, Mr and Mrs Wilson, Mrs Sutead, Mr Wethered. Australia, from London; passengers for New Zealand—Mesdames Roberta, Russell and family, Lurd, Humphreys, Wills, and Batcheler, Misses Lewis (2), Lurd, Kirk, Broderick (2), Batcheler (2), Messrs Ellis, Roberts, Scarcette (2), Halstead (2), Russell, Hay, and Broderick. <box>13 220 155 361</box>
richardson-signature: JOSEPHUS H. RICHARDSON, Commissioner. <box>470 568 613 578</box>
stock-description: Massey Reaper and Binder <box>27 605 107 615</box>
